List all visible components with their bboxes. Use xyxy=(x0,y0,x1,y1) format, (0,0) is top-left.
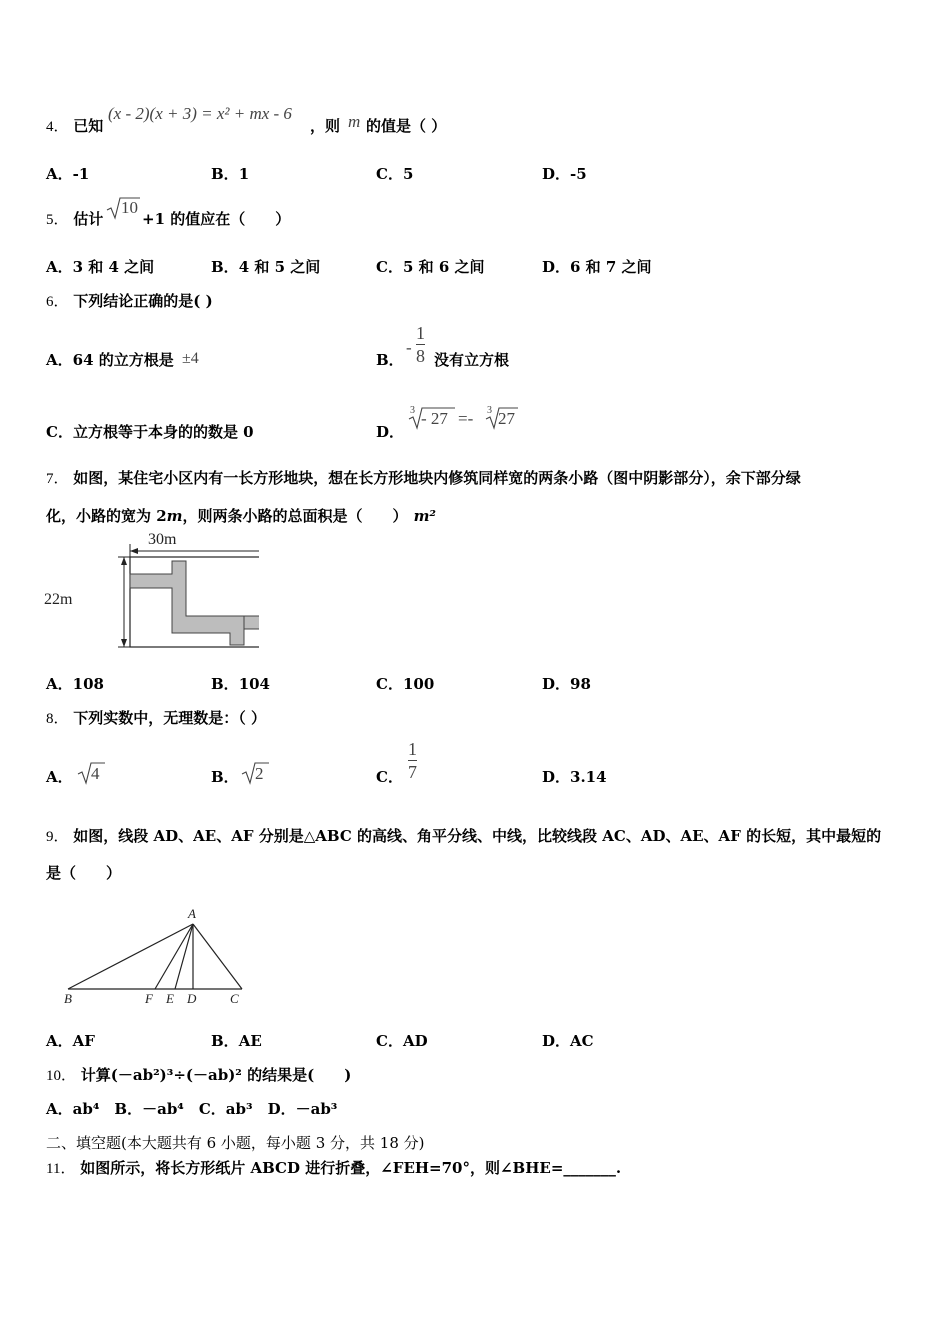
q8-option-a-label: A． xyxy=(46,768,73,786)
q9-label-c: C xyxy=(230,991,239,1006)
q9-segment-ae xyxy=(175,924,193,989)
q7-road-path-right xyxy=(244,616,259,629)
q8-text: 下列实数中，无理数是：（ ） xyxy=(73,709,267,727)
q8-option-c-numerator: 1 xyxy=(408,739,417,759)
q6-option-d-radicand-right: 27 xyxy=(498,409,515,428)
q6-option-d-equals: =- xyxy=(458,409,474,428)
q6-option-b-fraction xyxy=(416,322,425,367)
q8-option-a-radicand: 4 xyxy=(91,764,100,783)
q7-unit-m2: m² xyxy=(413,507,437,525)
q5-option-a: A．3 和 4 之间 xyxy=(46,258,155,276)
q8-number: 8． xyxy=(46,711,69,727)
q6-option-d-radicand-left: - 27 xyxy=(421,409,448,428)
q9-label-f: F xyxy=(145,991,153,1006)
q5-prefix: 估计 xyxy=(73,210,104,228)
q8-option-d: D．3.14 xyxy=(542,768,607,786)
q7-text-2: 化，小路的宽为 2 xyxy=(46,507,167,525)
q9-label-e: E xyxy=(166,991,174,1006)
q7-text-1: 如图，某住宅小区内有一长方形地块，想在长方形地块内修筑同样宽的两条小路（图中阴影部分），余下部分绿 xyxy=(73,469,801,487)
q4-mid: ，则 xyxy=(310,117,341,135)
q11-stem xyxy=(46,1157,621,1178)
q6-number: 6． xyxy=(46,294,69,310)
section-2-title: 二、填空题(本大题共有 6 小题，每小题 3 分，共 18 分) xyxy=(46,1134,425,1152)
q8-stem xyxy=(46,707,266,728)
q5-radicand: 10 xyxy=(121,198,138,217)
q6-stem xyxy=(46,290,213,311)
q7-option-c: C．100 xyxy=(376,675,435,693)
q6-option-a-math: ±4 xyxy=(182,350,199,367)
q6-text: 下列结论正确的是( ) xyxy=(73,292,213,310)
q10-stem xyxy=(46,1064,351,1085)
q10-number: 10． xyxy=(46,1068,77,1084)
q9-option-a: A．AF xyxy=(46,1032,95,1050)
q8-option-b-label: B． xyxy=(211,768,239,786)
q7-unit-m: m xyxy=(166,507,183,525)
q9-number: 9． xyxy=(46,829,69,845)
q6-option-b-denominator: 8 xyxy=(416,346,425,366)
q6-option-a: A．64 的立方根是 xyxy=(46,351,174,369)
q7-option-b: B．104 xyxy=(211,675,270,693)
q10-options: A．ab⁴ B．－ab⁴ C．ab³ D．－ab³ xyxy=(46,1100,338,1118)
q4-variable: m xyxy=(348,112,361,131)
q4-number: 4． xyxy=(46,119,69,135)
q5-option-d: D．6 和 7 之间 xyxy=(542,258,652,276)
q9-option-b: B．AE xyxy=(211,1032,262,1050)
q9-line1 xyxy=(46,825,881,846)
q6-option-b-numerator: 1 xyxy=(416,323,425,343)
q6-option-b-minus: - xyxy=(406,338,412,357)
q7-fig-width-label: 30m xyxy=(148,531,177,548)
q9-option-c: C．AD xyxy=(376,1032,428,1050)
q9-line2: 是（ ） xyxy=(46,864,122,882)
q8-option-b-radicand: 2 xyxy=(255,764,264,783)
q7-figure xyxy=(44,530,259,650)
q4-option-b: B．1 xyxy=(211,165,250,183)
q4-stem xyxy=(46,115,103,136)
q9-label-d: D xyxy=(187,991,197,1006)
q7-option-d: D．98 xyxy=(542,675,591,693)
q6-option-b-text: 没有立方根 xyxy=(434,351,510,369)
q4-option-a: A．-1 xyxy=(46,165,90,183)
q8-option-c-label: C． xyxy=(376,768,403,786)
q4-equation: (x - 2)(x + 3) = x² + mx - 6 xyxy=(108,104,292,123)
q4-option-c: C．5 xyxy=(376,165,414,183)
q6-option-b-label: B． xyxy=(376,351,404,369)
q6-option-d-index-right: 3 xyxy=(487,405,492,416)
q4-suffix: 的值是（ ） xyxy=(366,117,447,135)
q10-text: 计算(－ab²)³÷(－ab)² 的结果是( ) xyxy=(80,1066,352,1084)
q4-prefix: 已知 xyxy=(73,117,104,135)
q5-option-c: C．5 和 6 之间 xyxy=(376,258,485,276)
q8-option-c-fraction xyxy=(408,738,417,783)
q11-number: 11． xyxy=(46,1161,76,1177)
q8-option-c-denominator: 7 xyxy=(408,762,417,782)
q7-option-a: A．108 xyxy=(46,675,104,693)
q9-option-d: D．AC xyxy=(542,1032,594,1050)
q5-suffix: +1 的值应在（ ） xyxy=(142,210,291,228)
q7-line1 xyxy=(46,467,801,488)
q5-option-b: B．4 和 5 之间 xyxy=(211,258,321,276)
q9-side-ac xyxy=(193,924,242,989)
q7-fig-height-label: 22m xyxy=(44,591,73,608)
q5-stem xyxy=(46,208,103,229)
q9-label-b: B xyxy=(64,991,72,1006)
q11-text: 如图所示，将长方形纸片 ABCD 进行折叠，∠FEH=70°，则∠BHE=_______. xyxy=(80,1159,622,1177)
q6-option-d-index-left: 3 xyxy=(410,405,415,416)
q7-line2 xyxy=(46,505,436,526)
q4-option-d: D．-5 xyxy=(542,165,587,183)
q9-label-a: A xyxy=(188,906,196,921)
q5-number: 5． xyxy=(46,212,69,228)
q9-figure xyxy=(60,903,250,1008)
q9-text-1: 如图，线段 AD、AE、AF 分别是△ABC 的高线、角平分线、中线，比较线段 AC、AD、AE、AF 的长短，其中最短的 xyxy=(73,827,882,845)
q7-number: 7． xyxy=(46,471,69,487)
q6-option-d-label: D． xyxy=(376,423,405,441)
q6-option-c: C．立方根等于本身的的数是 0 xyxy=(46,423,254,441)
q7-text-2b: ，则两条小路的总面积是（ ） xyxy=(182,507,408,525)
